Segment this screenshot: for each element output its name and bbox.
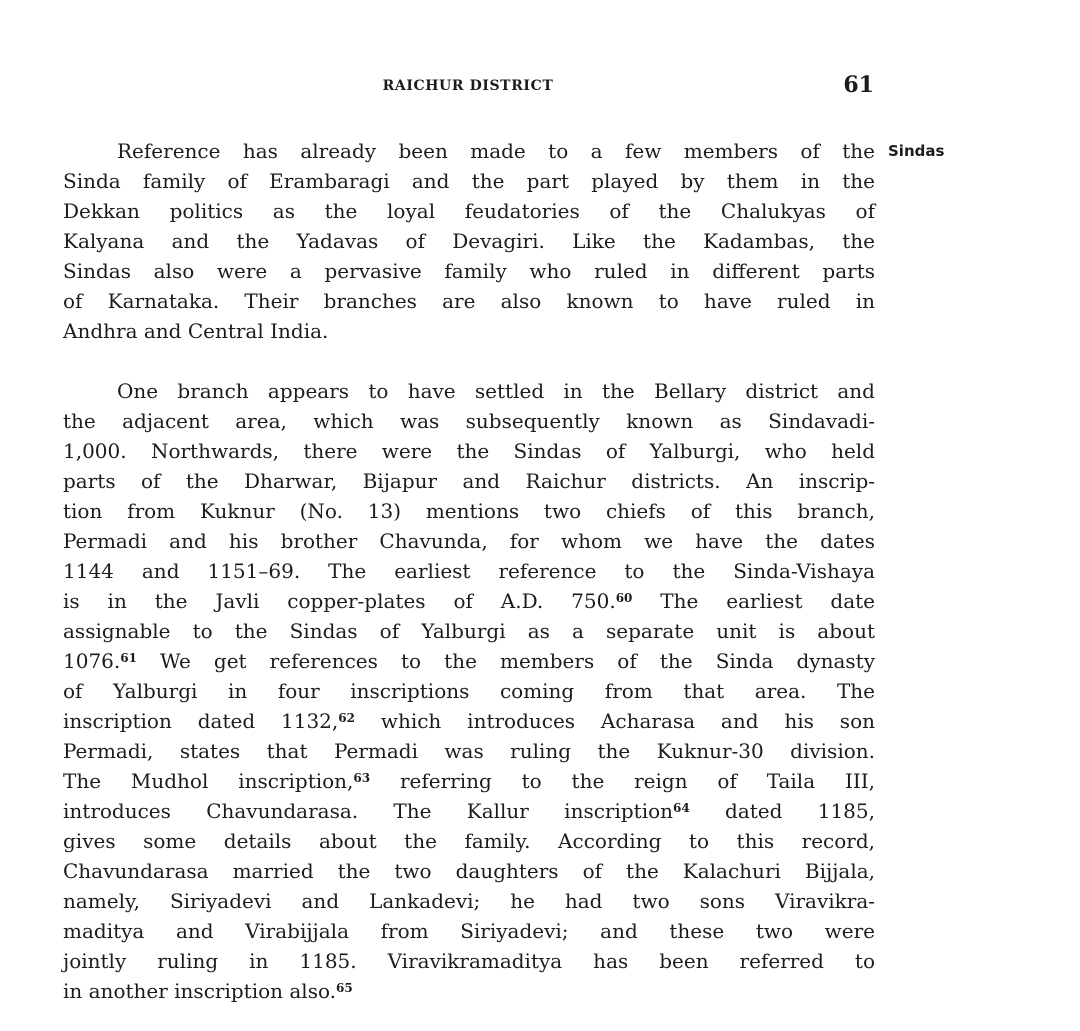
text-line xyxy=(63,766,875,796)
text-line: parts of the Dharwar, Bijapur and Raichur districts. An inscrip- xyxy=(63,469,875,493)
text-line: Sinda family of Erambaragi and the part played by them in the xyxy=(63,169,875,193)
line-text: referring to the reign of Taila III, xyxy=(370,769,876,793)
line-text: introduces Chavundarasa. The Kallur inscription xyxy=(63,799,674,823)
text-line: Chavundarasa married the two daughters of the Kalachuri Bijjala, xyxy=(63,859,875,883)
text-line: assignable to the Sindas of Yalburgi as a separate unit is about xyxy=(63,619,875,643)
text-line: namely, Siriyadevi and Lankadevi; he had two sons Viravikra- xyxy=(63,889,875,913)
text-line: tion from Kuknur (No. 13) mentions two chiefs of this branch, xyxy=(63,499,875,523)
text-line: Sindas also were a pervasive family who ruled in different parts xyxy=(63,259,875,283)
text-line: Reference has already been made to a few members of the xyxy=(117,139,875,163)
margin-note: Sindas xyxy=(888,142,945,160)
line-text: We get references to the members of the Sinda dynasty xyxy=(136,649,875,673)
text-line xyxy=(63,706,875,736)
line-text: in another inscription also. xyxy=(63,979,336,1003)
text-line: Andhra and Central India. xyxy=(63,319,329,343)
line-text: 1076. xyxy=(63,649,121,673)
footnote-ref: 60 xyxy=(615,591,633,605)
text-line xyxy=(63,586,875,616)
text-line: Kalyana and the Yadavas of Devagiri. Like the Kadambas, the xyxy=(63,229,875,253)
footnote-ref: 65 xyxy=(336,981,353,995)
text-line xyxy=(63,796,875,826)
text-line xyxy=(63,646,875,676)
line-text: is in the Javli copper-plates of A.D. 750. xyxy=(63,589,616,613)
text-line: Permadi, states that Permadi was ruling the Kuknur-30 division. xyxy=(63,739,875,763)
text-line xyxy=(63,976,875,1006)
running-header xyxy=(62,72,874,100)
page-number: 61 xyxy=(843,72,874,98)
line-text: inscription dated 1132, xyxy=(63,709,339,733)
footnote-ref: 61 xyxy=(120,651,137,665)
running-title: RAICHUR DISTRICT xyxy=(382,78,554,94)
footnote-ref: 63 xyxy=(353,771,371,785)
text-line: of Yalburgi in four inscriptions coming from that area. The xyxy=(63,679,875,703)
line-text: The Mudhol inscription, xyxy=(63,769,354,793)
text-line: Permadi and his brother Chavunda, for whom we have the dates xyxy=(63,529,875,553)
text-line: the adjacent area, which was subsequently known as Sindavadi- xyxy=(63,409,875,433)
text-line: One branch appears to have settled in the Bellary district and xyxy=(117,379,875,403)
paragraph-2 xyxy=(63,376,875,1006)
text-line: of Karnataka. Their branches are also known to have ruled in xyxy=(63,289,875,313)
paragraph-1 xyxy=(63,136,875,346)
text-line: maditya and Virabijjala from Siriyadevi; and these two were xyxy=(63,919,875,943)
line-text: dated 1185, xyxy=(689,799,875,823)
text-line: jointly ruling in 1185. Viravikramaditya has been referred to xyxy=(63,949,875,973)
footnote-ref: 64 xyxy=(673,801,690,815)
line-text: The earliest date xyxy=(632,589,875,613)
text-line: gives some details about the family. According to this record, xyxy=(63,829,875,853)
text-line: 1144 and 1151–69. The earliest reference to the Sinda-Vishaya xyxy=(63,559,875,583)
text-line: 1,000. Northwards, there were the Sindas of Yalburgi, who held xyxy=(63,439,875,463)
line-text: which introduces Acharasa and his son xyxy=(354,709,875,733)
text-line: Dekkan politics as the loyal feudatories of the Chalukyas of xyxy=(63,199,875,223)
footnote-ref: 62 xyxy=(338,711,355,725)
